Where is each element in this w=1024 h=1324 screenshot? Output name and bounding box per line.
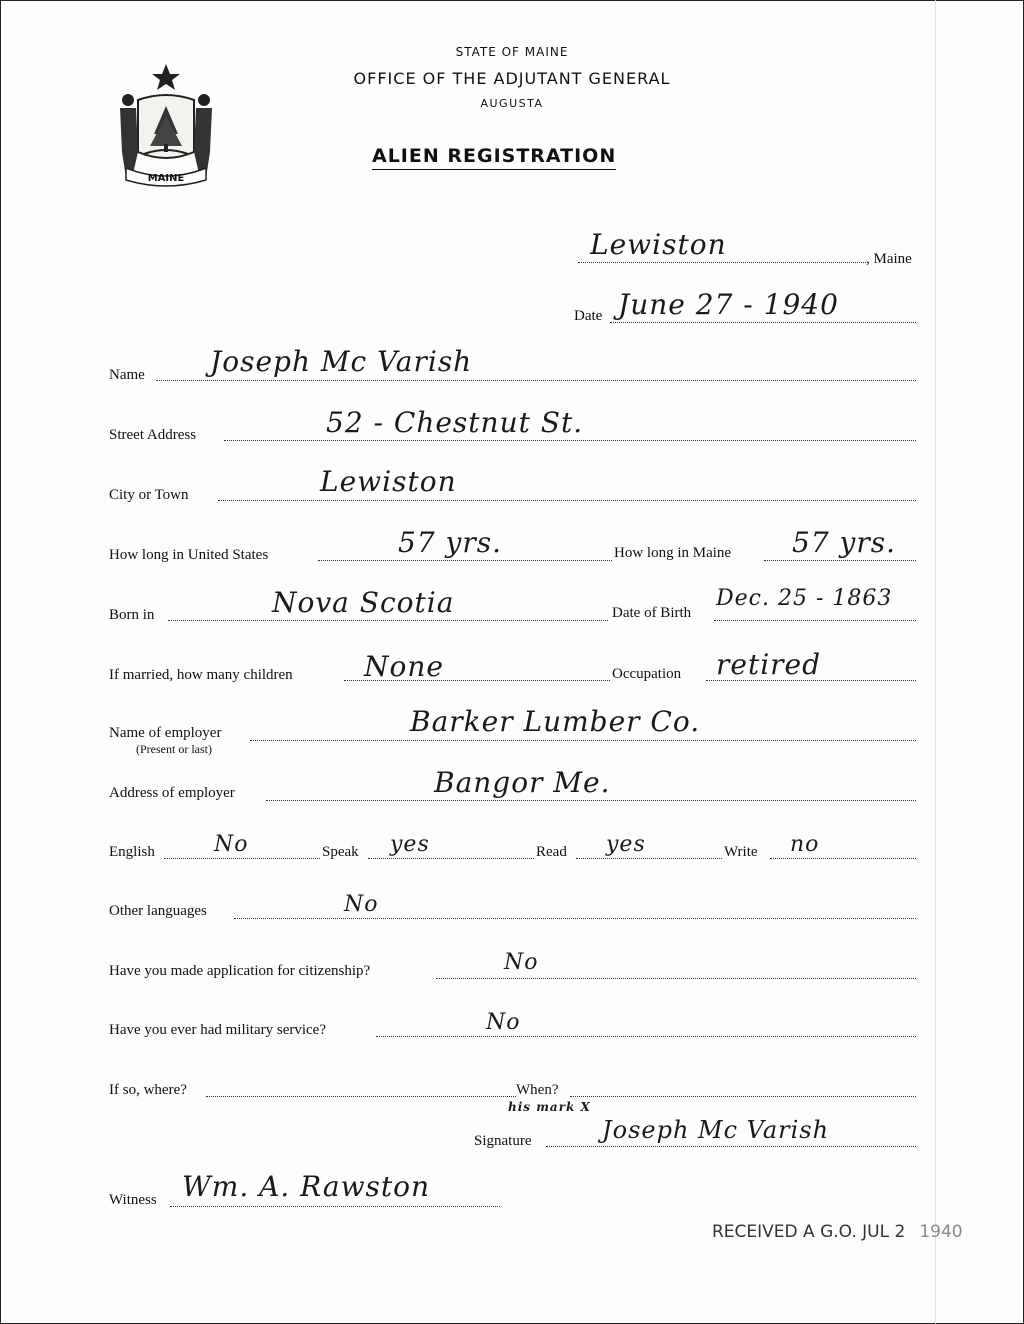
signature-line <box>546 1146 916 1147</box>
witness-label: Witness <box>109 1192 157 1208</box>
children-value: None <box>364 650 444 683</box>
occupation-value: retired <box>716 648 822 681</box>
read-line <box>576 858 722 859</box>
town-line <box>578 262 866 263</box>
when-line <box>570 1096 916 1097</box>
date-label: Date <box>574 308 603 324</box>
name-line <box>156 380 916 381</box>
received-stamp <box>712 1222 963 1242</box>
speak-value: yes <box>390 832 430 857</box>
office-heading: OFFICE OF THE ADJUTANT GENERAL <box>353 69 671 88</box>
where-line <box>206 1096 516 1097</box>
born-in-label: Born in <box>109 607 155 623</box>
english-line <box>164 858 320 859</box>
other-languages-value: No <box>344 892 379 917</box>
name-value: Joseph Mc Varish <box>210 345 473 378</box>
town-value: Lewiston <box>590 228 727 261</box>
state-seal <box>108 60 224 188</box>
employer-address-line <box>266 800 916 801</box>
signature-label: Signature <box>474 1133 532 1149</box>
children-label: If married, how many children <box>109 667 293 683</box>
form-title: ALIEN REGISTRATION <box>372 145 616 170</box>
fold-line <box>935 0 936 1324</box>
street-value: 52 - Chestnut St. <box>326 406 584 439</box>
english-value: No <box>214 832 249 857</box>
employer-line <box>250 740 916 741</box>
city-label: City or Town <box>109 487 189 503</box>
speak-line <box>368 858 534 859</box>
write-label: Write <box>724 844 758 860</box>
read-value: yes <box>606 832 646 857</box>
where-label: If so, where? <box>109 1082 187 1098</box>
how-long-us-line <box>318 560 612 561</box>
read-label: Read <box>536 844 567 860</box>
employer-address-label: Address of employer <box>109 785 235 801</box>
citizenship-label: Have you made application for citizenship? <box>109 963 371 979</box>
citizenship-line <box>436 978 916 979</box>
dob-line <box>714 620 916 621</box>
occupation-label: Occupation <box>612 666 682 682</box>
date-line <box>610 322 916 323</box>
city-heading: AUGUSTA <box>480 97 544 110</box>
english-label: English <box>109 844 155 860</box>
received-stamp-year: 1940 <box>919 1222 963 1242</box>
born-in-line <box>168 620 608 621</box>
employer-address-value: Bangor Me. <box>434 766 611 799</box>
dob-label: Date of Birth <box>612 605 692 621</box>
write-value: no <box>790 832 820 857</box>
military-label: Have you ever had military service? <box>109 1022 326 1038</box>
street-label: Street Address <box>109 427 197 443</box>
how-long-us-label: How long in United States <box>109 547 269 563</box>
state-heading: STATE OF MAINE <box>455 45 569 59</box>
when-label: When? <box>516 1082 559 1098</box>
how-long-us-value: 57 yrs. <box>398 526 503 559</box>
citizenship-value: No <box>504 950 539 975</box>
city-value: Lewiston <box>320 465 457 498</box>
received-stamp-text: RECEIVED A G.O. JUL 2 <box>712 1222 906 1242</box>
other-languages-label: Other languages <box>109 903 207 919</box>
witness-value: Wm. A. Rawston <box>182 1170 431 1203</box>
date-value: June 27 - 1940 <box>618 288 839 321</box>
speak-label: Speak <box>322 844 359 860</box>
military-value: No <box>486 1010 521 1035</box>
employer-note: (Present or last) <box>136 742 212 756</box>
military-line <box>376 1036 916 1037</box>
dob-value: Dec. 25 - 1863 <box>716 586 893 611</box>
street-line <box>224 440 916 441</box>
employer-label: Name of employer <box>109 725 222 741</box>
city-line <box>218 500 916 501</box>
signature-value: Joseph Mc Varish <box>602 1116 830 1144</box>
name-label: Name <box>109 367 145 383</box>
write-line <box>770 858 916 859</box>
how-long-maine-label: How long in Maine <box>614 545 732 561</box>
witness-line <box>170 1206 500 1207</box>
born-in-value: Nova Scotia <box>272 586 455 619</box>
how-long-maine-line <box>764 560 916 561</box>
signature-mark: his mark X <box>508 1100 591 1114</box>
how-long-maine-value: 57 yrs. <box>792 526 897 559</box>
employer-value: Barker Lumber Co. <box>410 705 701 738</box>
other-languages-line <box>234 918 916 919</box>
maine-label: , Maine <box>866 251 912 267</box>
seal-label: MAINE <box>147 173 185 184</box>
